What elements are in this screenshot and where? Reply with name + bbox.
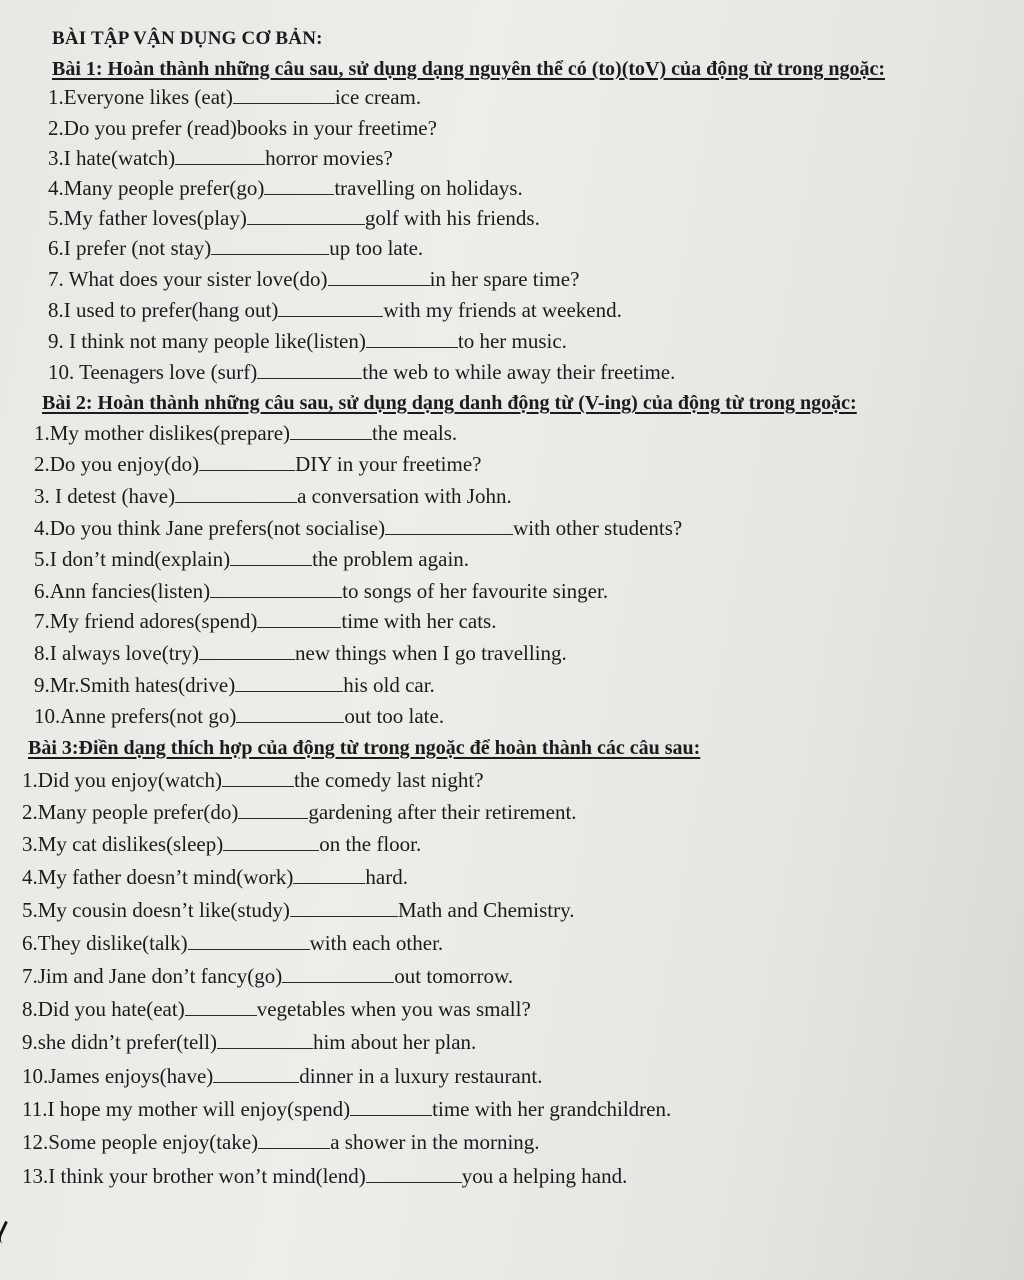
exercise-item <box>34 451 481 477</box>
item-prompt: 9. I think not many people like(listen) <box>48 329 366 353</box>
item-prompt: 8.Did you hate(eat) <box>22 997 185 1021</box>
item-continuation: a conversation with John. <box>297 484 512 508</box>
exercise-item <box>48 359 675 385</box>
item-prompt: 4.Do you think Jane prefers(not socialise) <box>34 516 386 540</box>
item-continuation: to her music. <box>457 329 567 353</box>
item-prompt: 3.I hate(watch) <box>48 146 176 170</box>
item-prompt: 1.Did you enjoy(watch) <box>22 768 223 792</box>
exercise-item <box>48 115 437 141</box>
exercise-item <box>22 1029 476 1055</box>
answer-blank[interactable] <box>199 641 295 660</box>
item-prompt: 11.I hope my mother will enjoy(spend) <box>22 1097 351 1121</box>
exercise-item <box>34 608 496 634</box>
item-continuation: horror movies? <box>265 146 393 170</box>
answer-blank[interactable] <box>235 673 343 692</box>
exercise-item <box>48 328 567 354</box>
item-prompt: 7.My friend adores(spend) <box>34 609 258 633</box>
answer-blank[interactable] <box>185 997 257 1016</box>
item-prompt: 8.I always love(try) <box>34 641 200 665</box>
item-continuation: the web to while away their freetime. <box>362 360 676 384</box>
exercise-title: Bài 3:Điền dạng thích hợp của động từ trong ngoặc để hoàn thành các câu sau: <box>28 737 701 759</box>
answer-blank[interactable] <box>175 146 265 165</box>
item-continuation: with other students? <box>513 516 683 540</box>
exercise-item <box>22 799 577 825</box>
answer-blank[interactable] <box>188 931 310 950</box>
answer-blank[interactable] <box>230 547 312 566</box>
item-continuation: vegetables when you was small? <box>256 997 531 1021</box>
exercise-item <box>22 831 421 857</box>
item-continuation: travelling on holidays. <box>334 176 523 200</box>
answer-blank[interactable] <box>199 452 295 471</box>
exercise-item <box>48 175 523 201</box>
exercise-item <box>22 996 531 1022</box>
answer-blank[interactable] <box>233 85 335 104</box>
exercise-item <box>34 640 567 666</box>
item-continuation: hard. <box>365 865 408 889</box>
item-prompt: 3.My cat dislikes(sleep) <box>22 832 224 856</box>
answer-blank[interactable] <box>258 1130 330 1149</box>
exercise-item <box>34 483 512 509</box>
exercise-item <box>22 930 443 956</box>
exercise-item <box>22 1163 627 1189</box>
exercise-item <box>34 420 457 446</box>
item-prompt: 2.Do you enjoy(do) <box>34 452 200 476</box>
answer-blank[interactable] <box>278 298 383 317</box>
pen-mark <box>0 1221 15 1246</box>
answer-blank[interactable] <box>264 176 334 195</box>
exercise-item <box>34 672 435 698</box>
exercise-item <box>34 578 608 604</box>
exercise-item <box>22 963 513 989</box>
exercise-item <box>48 266 579 292</box>
item-prompt: 1.My mother dislikes(prepare) <box>34 421 291 445</box>
exercise-item <box>48 297 622 323</box>
answer-blank[interactable] <box>211 236 329 255</box>
item-continuation: his old car. <box>343 673 435 697</box>
item-prompt: 4.Many people prefer(go) <box>48 176 265 200</box>
item-prompt: 6.Ann fancies(listen) <box>34 579 211 603</box>
answer-blank[interactable] <box>328 267 430 286</box>
item-prompt: 2.Many people prefer(do) <box>22 800 239 824</box>
answer-blank[interactable] <box>223 832 319 851</box>
item-prompt: 9.she didn’t prefer(tell) <box>22 1030 217 1054</box>
answer-blank[interactable] <box>238 800 308 819</box>
item-continuation: him about her plan. <box>312 1030 477 1054</box>
answer-blank[interactable] <box>236 704 344 723</box>
exercise-title: Bài 1: Hoàn thành những câu sau, sử dụng dạng nguyên thể có (to)(toV) của động từ trong ngoặc: <box>52 58 885 80</box>
item-prompt: 1.Everyone likes (eat) <box>48 85 233 109</box>
item-prompt: 13.I think your brother won’t mind(lend) <box>22 1164 366 1188</box>
exercise-item <box>34 546 469 572</box>
answer-blank[interactable] <box>257 609 341 628</box>
item-prompt: 6.I prefer (not stay) <box>48 236 212 260</box>
answer-blank[interactable] <box>350 1097 432 1116</box>
item-continuation: to songs of her favourite singer. <box>342 579 609 603</box>
item-continuation: up too late. <box>329 236 424 260</box>
item-continuation: you a helping hand. <box>461 1164 628 1188</box>
exercise-item <box>34 515 682 541</box>
item-prompt: 12.Some people enjoy(take) <box>22 1130 259 1154</box>
item-prompt: 5.I don’t mind(explain) <box>34 547 231 571</box>
answer-blank[interactable] <box>290 421 372 440</box>
item-continuation: in her spare time? <box>429 267 580 291</box>
item-continuation: the meals. <box>372 421 458 445</box>
exercise-item <box>22 1096 671 1122</box>
answer-blank[interactable] <box>293 865 365 884</box>
answer-blank[interactable] <box>257 360 362 379</box>
item-continuation: the comedy last night? <box>294 768 484 792</box>
exercise-item <box>48 84 421 110</box>
item-prompt: 10.Anne prefers(not go) <box>34 704 237 728</box>
item-continuation: dinner in a luxury restaurant. <box>299 1064 543 1088</box>
item-continuation: the problem again. <box>312 547 470 571</box>
answer-blank[interactable] <box>217 1030 313 1049</box>
item-continuation: with my friends at weekend. <box>383 298 622 322</box>
item-prompt: 7.Jim and Jane don’t fancy(go) <box>22 964 283 988</box>
answer-blank[interactable] <box>175 484 297 503</box>
exercise-item <box>22 1063 542 1089</box>
item-prompt: 2.Do you prefer (read)books in your freetime? <box>48 116 437 140</box>
exercise-item <box>22 864 408 890</box>
answer-blank[interactable] <box>290 898 398 917</box>
exercise-item <box>48 145 393 171</box>
item-continuation: DIY in your freetime? <box>295 452 482 476</box>
exercise-item <box>22 1129 540 1155</box>
item-prompt: 10. Teenagers love (surf) <box>48 360 258 384</box>
item-continuation: a shower in the morning. <box>330 1130 540 1154</box>
item-prompt: 5.My father loves(play) <box>48 206 247 230</box>
item-continuation: time with her cats. <box>341 609 497 633</box>
exercise-item <box>34 703 444 729</box>
item-continuation: gardening after their retirement. <box>308 800 577 824</box>
item-prompt: 4.My father doesn’t mind(work) <box>22 865 294 889</box>
item-continuation: out tomorrow. <box>394 964 514 988</box>
answer-blank[interactable] <box>247 206 365 225</box>
item-continuation: Math and Chemistry. <box>397 898 575 922</box>
item-prompt: 8.I used to prefer(hang out) <box>48 298 279 322</box>
item-prompt: 5.My cousin doesn’t like(study) <box>22 898 290 922</box>
answer-blank[interactable] <box>222 768 294 787</box>
answer-blank[interactable] <box>282 964 394 983</box>
item-prompt: 10.James enjoys(have) <box>22 1064 214 1088</box>
answer-blank[interactable] <box>366 1164 462 1183</box>
exercise-item <box>48 205 540 231</box>
item-prompt: 6.They dislike(talk) <box>22 931 188 955</box>
item-continuation: on the floor. <box>319 832 422 856</box>
item-continuation: time with her grandchildren. <box>432 1097 672 1121</box>
exercise-title: Bài 2: Hoàn thành những câu sau, sử dụng dạng danh động từ (V-ing) của động từ trong ngoặc: <box>42 392 857 414</box>
item-continuation: out too late. <box>344 704 445 728</box>
item-continuation: golf with his friends. <box>364 206 540 230</box>
exercise-item <box>48 235 423 261</box>
item-continuation: with each other. <box>309 931 444 955</box>
item-prompt: 9.Mr.Smith hates(drive) <box>34 673 236 697</box>
item-prompt: 7. What does your sister love(do) <box>48 267 328 291</box>
item-prompt: 3. I detest (have) <box>34 484 176 508</box>
answer-blank[interactable] <box>385 516 513 535</box>
exercise-item <box>22 767 484 793</box>
answer-blank[interactable] <box>213 1064 299 1083</box>
answer-blank[interactable] <box>366 329 458 348</box>
item-continuation: ice cream. <box>334 85 422 109</box>
worksheet-heading: BÀI TẬP VẬN DỤNG CƠ BẢN: <box>52 28 323 49</box>
item-continuation: new things when I go travelling. <box>295 641 567 665</box>
exercise-item <box>22 897 574 923</box>
answer-blank[interactable] <box>210 579 342 598</box>
